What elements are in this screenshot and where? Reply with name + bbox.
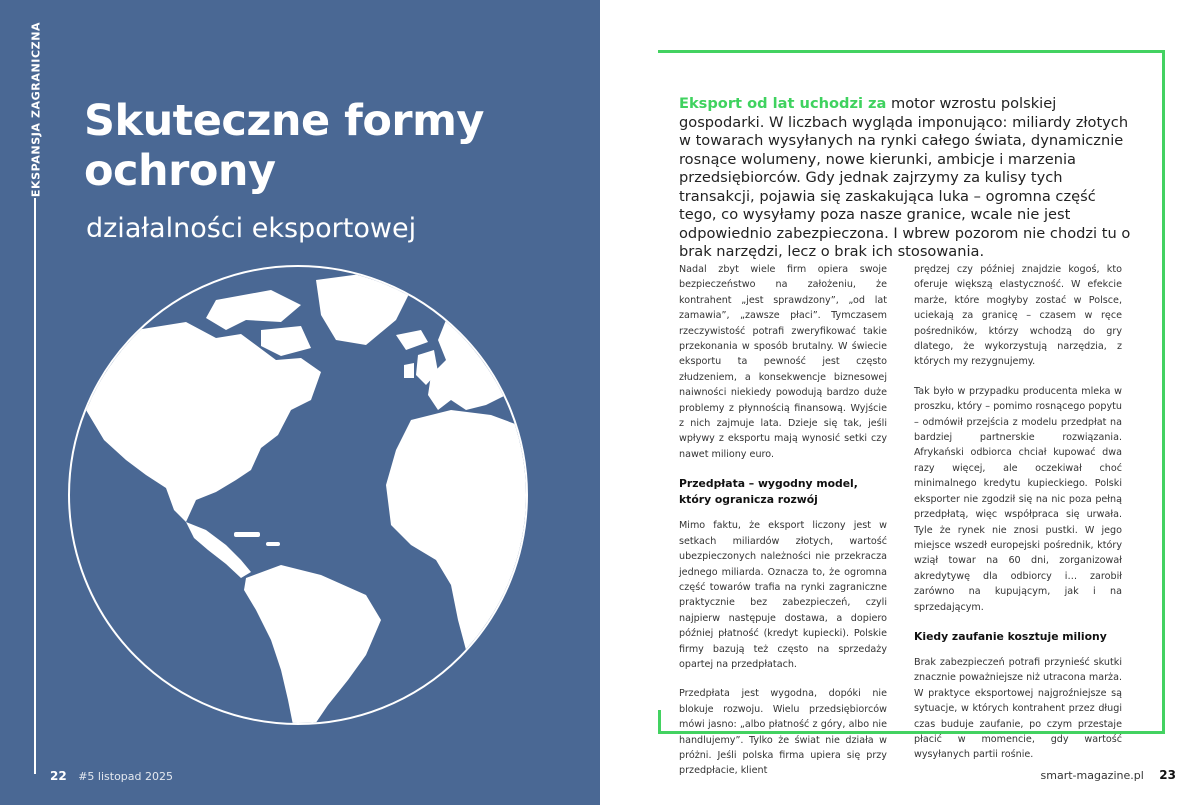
left-folio — [50, 769, 173, 783]
paragraph: Brak zabezpieczeń potrafi przynieść skutki znacznie poważniejsze niż utracona marża. W praktyce eksportowej najgroźniejsze są sytuacje, w których kontrahent przez długi czas buduje zaufanie, po czym przestaje płacić w momencie, gdy wartość wysyłanych partii rośnie. — [914, 656, 1122, 761]
paragraph: Przedpłata jest wygodna, dopóki nie blokuje rozwoju. Wielu przedsiębiorców mówi jasno: „albo płatność z góry, albo nie handlujemy”. Tylko że świat nie działa w próżni. Jeśli polska firma upiera się przy przedpłacie, klient — [679, 688, 887, 777]
paragraph: prędzej czy później znajdzie kogoś, kto oferuje większą elastyczność. W efekcie marże, które mogłyby zostać w Polsce, uciekają za granicę – czasem w ręce pośredników, którzy wchodzą do gry dlatego, że wykorzystują narzędzia, z których my rezygnujemy. — [914, 264, 1122, 368]
paragraph: Tak było w przypadku producenta mleka w proszku, który – pomimo rosnącego popytu – odmówił przejścia z modelu przedpłat na bardziej partnerskie rozwiązania. Afrykański odbiorca chciał kupować dwa razy więcej, ale oczekiwał choć minimalnego kredytu kupieckiego. Polski eksporter nie zgodził się na nic poza pełną przedpłatą, więc współpraca się urwała. Tyle że rynek nie znosi pustki. W jego miejsce wszedł europejski pośrednik, który wziął towar na 60 dni, zorganizował akredytywę dla odbiorcy i… zarobił zarówno na kupującym, jak i na sprzedającym. — [914, 385, 1122, 613]
title-line-1: Skuteczne formy — [84, 96, 484, 146]
text-column-1 — [679, 262, 887, 793]
lead-paragraph — [679, 95, 1134, 262]
paragraph: Nadal zbyt wiele firm opiera swoje bezpieczeństwo na założeniu, że kontrahent „jest sprawdzony”, „od lat zamawia”, „zawsze płaci”. Tymczasem rzeczywistość potrafi zweryfikować takie przekonania w sposób brutalny. W świecie eksportu ta pewność jest często złudzeniem, a konsekwencje biznesowej naiwności niekiedy powodują bardzo duże problemy z płynnością finansową. Wyjście z nich zajmuje lata. Dzieje się tak, jeśli wpływy z eksportu mają wynosić setki czy nawet miliony euro. — [679, 264, 887, 460]
lead-highlight: Eksport od lat uchodzi za — [679, 95, 887, 112]
lead-text: motor wzrostu polskiej gospodarki. W liczbach wygląda imponująco: miliardy złotych w towarach wysyłanych na rynki całego świata, dynamicznie rosnące wolumeny, nowe kierunki, ambicje i marzenia przedsiębiorców. Gdy jednak zajrzymy za kulisy tych transakcji, pojawia się zaskakująca luka – ogromna część tego, co wysyłamy poza nasze granice, wcale nie jest odpowiednio zabezpieczona. I wbrew pozorom nie chodzi tu o brak narzędzi, lecz o brak ich stosowania. — [679, 95, 1131, 260]
text-column-2 — [914, 262, 1122, 777]
article-title — [84, 96, 564, 196]
right-page-number: 23 — [1159, 768, 1176, 782]
article-subtitle: działalności eksportowej — [86, 213, 417, 244]
section-heading: Przedpłata – wygodny model, który ogranicza rozwój — [679, 477, 858, 507]
website-link[interactable]: smart-magazine.pl — [1040, 769, 1144, 782]
green-frame-stub — [658, 710, 661, 734]
title-line-2: ochrony — [84, 146, 276, 196]
right-folio — [1041, 768, 1176, 782]
vertical-rule — [34, 198, 36, 774]
paragraph: Mimo faktu, że eksport liczony jest w setkach miliardów złotych, wartość ubezpieczonych należności nie przekracza jednego miliarda. Oznacza to, że ogromna część towarów trafia na rynki zagraniczne praktycznie bez zabezpieczeń, czyli najpierw następuje dostawa, a dopiero później płatność (kredyt kupiecki). Polskie firmy bazują też często na sprzedaży opartej na przedpłatach. — [679, 520, 887, 670]
left-page-number: 22 — [50, 769, 67, 783]
section-label: EKSPANSJA ZAGRANICZNA — [29, 21, 43, 198]
issue-label: #5 listopad 2025 — [78, 770, 173, 783]
globe-illustration — [66, 260, 531, 730]
europe-shape — [428, 295, 531, 410]
section-heading: Kiedy zaufanie kosztuje miliony — [914, 629, 1107, 643]
